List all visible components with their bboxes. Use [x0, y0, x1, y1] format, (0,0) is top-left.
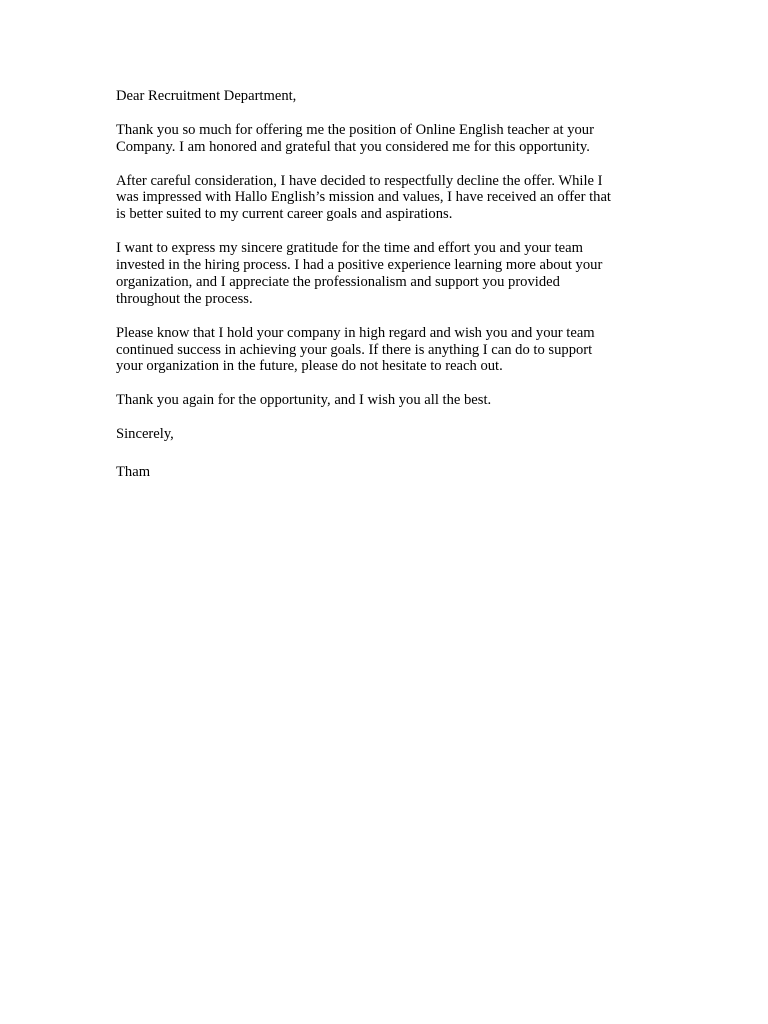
signature: Tham [116, 463, 151, 480]
letter-body [116, 88, 656, 498]
paragraph-offer-thanks: Thank you so much for offering me the position of Online English teacher at your Company. I am honored and grateful that you considered me for this opportunity. [116, 121, 594, 155]
paragraph-regard: Please know that I hold your company in high regard and wish you and your team continued success in achieving your goals. If there is anything I can do to support your organization in the future, please do not hesitate to reach out. [116, 324, 595, 375]
closing: Sincerely, [116, 426, 174, 443]
paragraph-gratitude: I want to express my sincere gratitude for the time and effort you and your team invested in the hiring process. I had a positive experience learning more about your organization, and I appreciate the professionalism and support you provided throughout the process. [116, 240, 603, 307]
salutation: Dear Recruitment Department, [116, 88, 297, 104]
paragraph-decline: After careful consideration, I have decided to respectfully decline the offer. While I was impressed with Hallo English’s mission and values, I have received an offer that is better suited to my current career goals and aspirations. [116, 172, 611, 223]
paragraph-final-thanks: Thank you again for the opportunity, and I wish you all the best. [116, 392, 492, 409]
